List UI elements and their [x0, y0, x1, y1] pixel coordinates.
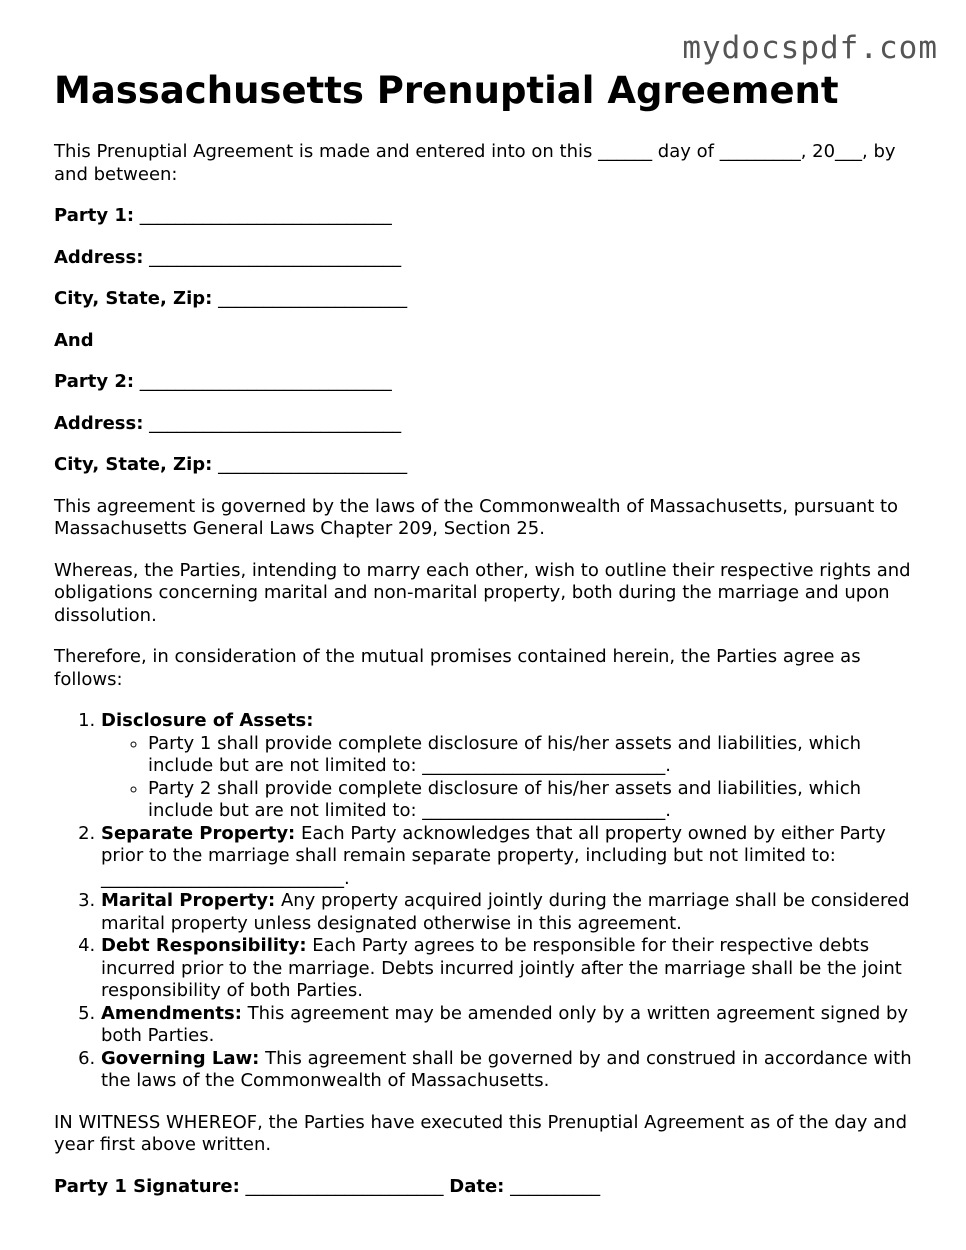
party2-city-field — [54, 454, 916, 477]
term-text: Any property acquired jointly during the marriage shall be considered marital property unless designated otherwise in this agreement. — [101, 890, 910, 934]
term-text: Each Party agrees to be responsible for their respective debts incurred prior to the marriage. Debts incurred jointly after the marriage shall be the joint responsibility of both Parties. — [101, 935, 902, 1001]
document-page — [54, 68, 916, 1217]
party2-address-field — [54, 413, 916, 436]
whereas-paragraph: Whereas, the Parties, intending to marry each other, wish to outline their respective rights and obligations concerning marital and non-marital property, both during the marriage and upon dissolution. — [54, 559, 911, 626]
term-heading: Amendments: — [101, 1002, 242, 1024]
term-heading: Marital Property: — [101, 890, 276, 911]
party1-city-field — [54, 288, 916, 311]
term-item-governing-law — [101, 1048, 916, 1093]
governed-paragraph: This agreement is governed by the laws of the Commonwealth of Massachusetts, pursuant to Massachusetts General Laws Chapter 209, Section 25. — [54, 495, 899, 539]
party2-address-blank: ____________________________ — [149, 412, 402, 434]
signature-blank: ______________________ — [245, 1175, 444, 1197]
witness-paragraph: IN WITNESS WHEREOF, the Parties have executed this Prenuptial Agreement as of the day and year first above written. — [54, 1111, 908, 1155]
therefore-paragraph: Therefore, in consideration of the mutual promises contained herein, the Parties agree as follows: — [54, 646, 861, 690]
and-label: And — [54, 329, 94, 351]
term-item-separate-property — [101, 823, 916, 891]
term-text: This agreement may be amended only by a written agreement signed by both Parties. — [101, 1002, 909, 1046]
party1-address-field — [54, 247, 916, 270]
party2-name-label: Party 2: — [54, 371, 135, 392]
party2-city-label: City, State, Zip: — [54, 454, 213, 475]
document-title: Massachusetts Prenuptial Agreement — [54, 69, 839, 112]
term-heading: Debt Responsibility: — [101, 935, 307, 956]
term-item-debt — [101, 935, 916, 1003]
signature-label: Party 1 Signature: — [54, 1175, 240, 1197]
term-heading: Disclosure of Assets: — [101, 710, 314, 731]
party1-address-blank: ____________________________ — [149, 246, 402, 268]
signature-line — [54, 1176, 916, 1199]
sub-item: ◦ Party 1 shall provide complete disclosure of his/her assets and liabilities, which include but are not limited to: ___________________________. — [148, 733, 916, 778]
term-text: Each Party acknowledges that all property owned by either Party prior to the marriage shall remain separate property, including but not limited to: ___________________________. — [101, 822, 886, 889]
watermark: mydocspdf.com — [682, 30, 938, 66]
party1-city-blank: _____________________ — [218, 288, 408, 309]
party2-name-blank: ____________________________ — [139, 371, 392, 392]
intro-paragraph: This Prenuptial Agreement is made and entered into on this ______ day of _________, 20___, by and between: — [54, 141, 896, 185]
terms-list — [54, 710, 916, 1093]
date-blank: __________ — [510, 1175, 601, 1197]
party1-name-label: Party 1: — [54, 205, 135, 226]
and-separator — [54, 330, 916, 353]
term-item-amendments — [101, 1003, 916, 1048]
party1-city-label: City, State, Zip: — [54, 288, 213, 309]
sub-item: ◦ Party 2 shall provide complete disclosure of his/her assets and liabilities, which include but are not limited to: ___________________________. — [148, 778, 916, 823]
term-item-disclosure — [101, 710, 916, 823]
date-label: Date: — [449, 1175, 505, 1197]
party1-name-blank: ____________________________ — [139, 205, 392, 226]
term-text: This agreement shall be governed by and construed in accordance with the laws of the Commonwealth of Massachusetts. — [101, 1047, 912, 1091]
party1-address-label: Address: — [54, 246, 144, 268]
party2-city-blank: _____________________ — [218, 454, 408, 475]
party2-name-field — [54, 371, 916, 394]
party1-name-field — [54, 205, 916, 228]
term-item-marital-property — [101, 890, 916, 935]
party2-address-label: Address: — [54, 412, 144, 434]
disclosure-sublist — [101, 733, 916, 823]
term-heading: Governing Law: — [101, 1047, 260, 1069]
term-heading: Separate Property: — [101, 822, 296, 844]
